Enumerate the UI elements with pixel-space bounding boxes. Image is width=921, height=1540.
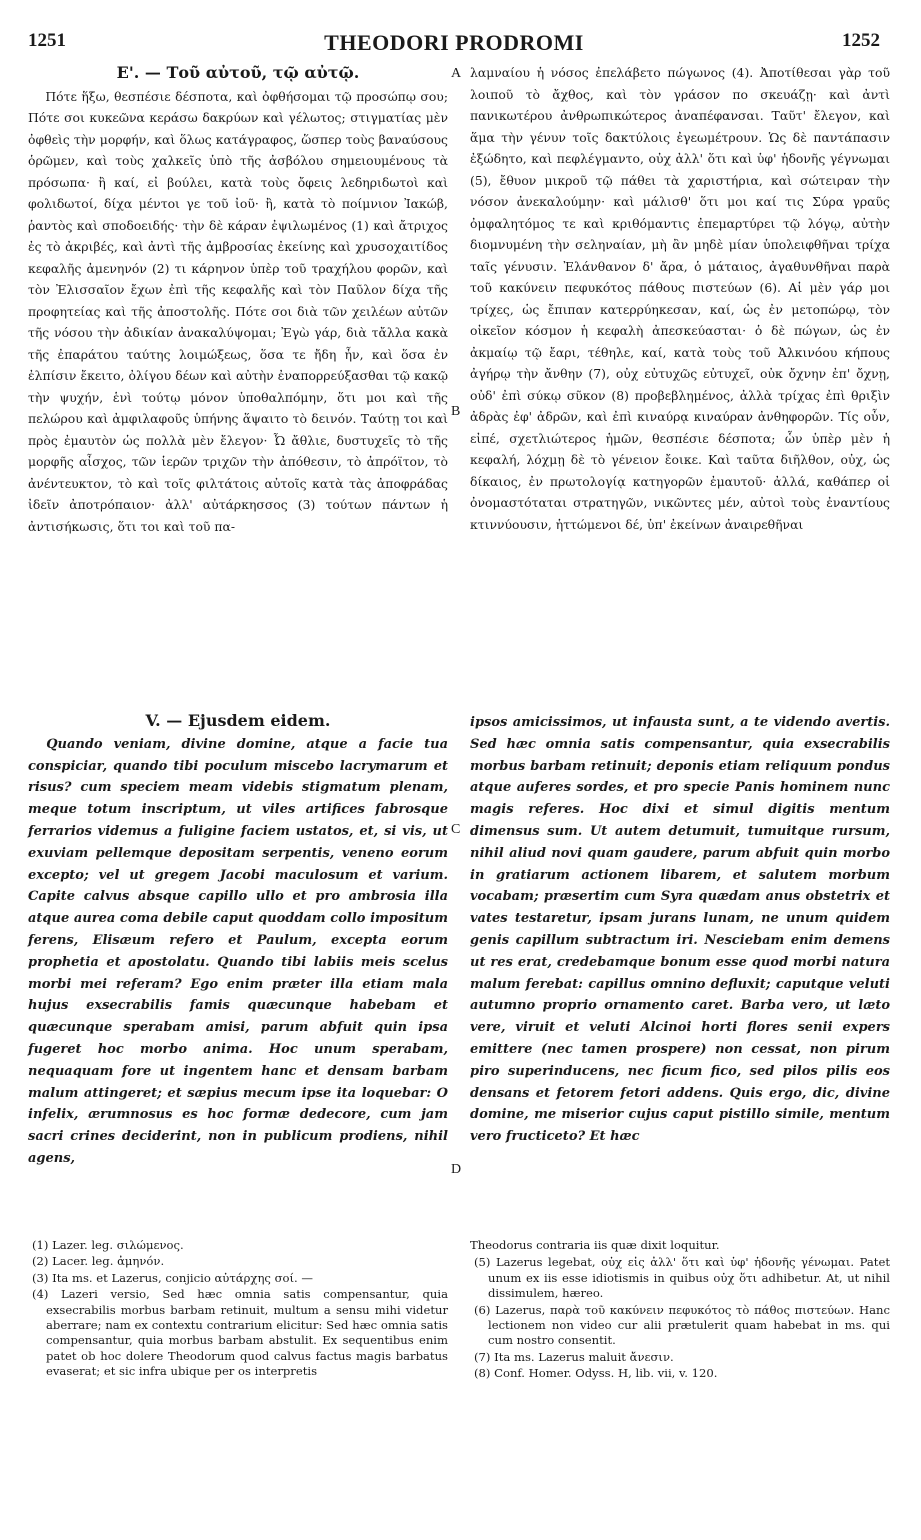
footnotes-left: [28, 1238, 448, 1381]
greek-column-right: [470, 62, 890, 535]
page-number-left: 1251: [28, 30, 66, 51]
latin-paragraph-right: [470, 712, 890, 1148]
footnote: (2) Lacer. leg. ἀμηνόν.: [32, 1254, 165, 1269]
page-number-right: 1252: [842, 30, 880, 51]
greek-text-left: Πότε ἥξω, θεσπέσιε δέσποτα, καὶ ὀφθήσομαι τῷ προσώπῳ σου; Πότε σοι κυκεῶνα κεράσω δακρύων καὶ γέλωτος; στιγματίας μὲν ὀφθεὶς τὴν μορφήν, καὶ ὅλως κατάγραφος, ὥσπερ τοὺς βαναύσους ὁρῶμεν, καὶ τοὺς χαλκεῖς ὑπὸ τῆς ἀσβόλου σημειουμένους τὰ πρόσωπα· ἢ καί, εἰ βούλει, κατὰ τοὺς ὄφεις λεδηριδωτοὶ καὶ φολιδωτοί, δίχα μέντοι γε τοῦ ἰοῦ· ἢ, κατὰ τὸ ποίμνιον Ἰακώβ, ῥαντὸς καὶ σποδοειδής· τὴν δὲ κάραν ἐψιλωμένος (1) καὶ ἄτριχος ἐς τὸ ἀκριβές, καὶ ἀντὶ τῆς ἀμβροσίας ἐκείνης καὶ χρυσοχαιτίδος κεφαλῆς ἀμενηνόν (2) τι κάρηνον ὑπὲρ τοῦ τραχήλου φορῶν, καὶ τὸν Ἐλισσαῖον ἔχων ἐπὶ τῆς κεφαλῆς καὶ τὸν Παῦλον δίχα τῆς προφητείας καὶ τῆς ἀποστολῆς. Πότε σοι διὰ τῶν χειλέων αὐτῶν τῆς νόσου τὴν ἀδικίαν ἀνακαλύψομαι; Ἐγὼ γάρ, διὰ τἄλλα κακὰ τῆς ἐπαράτου ταύτης λοιμώξεως, ὅσα τε ἤδη ἦν, καὶ ὅσα ἐν ἐλπίσιν ἔκειτο, ὀλίγου δέων καὶ αὐτὴν ἐναπορρεύξασθαι τῷ κακῷ τὴν ψυχήν, ἑνὶ τούτῳ μόνον ὑποθαλπόμην, ὅτι μοι καὶ τῆς πελώρου καὶ ἀμφιλαφοῦς ὑπήνης ἅψαιτο τὸ δεινόν. Ταύτῃ τοι καὶ πρὸς ἐμαυτὸν ὡς πολλὰ μὲν ἔλεγον· Ὦ ἄθλιε, δυστυχεῖς τὸ τῆς μορφῆς αἶσχος, τῶν ἱερῶν τριχῶν τὴν ἀπόθεσιν, τὸ ἀπρόϊτον, τὸ ἀνέντευκτον, τὸ καὶ τοῖς φιλτάτοις αὐτοῖς κατὰ τὰς ἀποφράδας ἰδεῖν ἀποτρόπαιον· ἀλλ' αὐτάρκησσος (3) τούτων πάντων ἡ ἀντισήκωσις, ὅτι τοι καὶ τοῦ πα-: [28, 88, 448, 534]
latin-column-left: [28, 710, 448, 1170]
running-title: THEODORI PRODROMI: [324, 30, 584, 55]
margin-marker-b: B: [451, 404, 461, 419]
footnote: (3) Ita ms. et Lazerus, conjicio αὐτάρχης σοί. —: [32, 1270, 313, 1285]
margin-marker-a: A: [451, 66, 462, 81]
footnotes-right: [470, 1238, 890, 1383]
footnote: (4) Lazeri versio, Sed hæc omnia satis compensantur, quia exsecrabilis morbus barbam retinuit, multum a sensu mihi videtur aberrare; nam ex contextu contrarium elicitur: Sed hæc omnia satis compensantur, quia morbus barbam abstulit. Ex sequentibus enim patet ob hoc dolere Theodorum quod calvus factus magis barbatus evaserat; et sic infra ubique per os interpretis: [32, 1287, 448, 1379]
greek-section-heading: Ε'. — Τοῦ αὐτοῦ, τῷ αὐτῷ.: [116, 63, 360, 82]
greek-column-left: [28, 62, 448, 537]
greek-paragraph-right: [470, 62, 890, 535]
footnote: (8) Conf. Homer. Odyss. H, lib. vii, v. 120.: [474, 1366, 718, 1381]
latin-text-right: ipsos amicissimos, ut infausta sunt, a te videndo avertis. Sed hæc omnia satis compensantur, quia exsecrabilis morbus barbam retinuit; deponis etiam reliquum pondus atque auferes sordes, et pro specie Panis hominem nunc magis referes. Hoc dixi et simul digitis mentum dimensus sum. Ut autem detumuit, tumuitque rursum, nihil aliud novi quam gaudere, parum abfuit quin morbo in gratiarum actionem libarem, et salutem morbum vocabam; præsertim cum Syra quædam anus obstetrix et vates testaretur, ipsam jurans lunam, ne unum quidem genis capillum subtractum iri. Nesciebam enim demens ut res erat, credebamque bonum esse quod morbi natura malum ferebat: capillus omnino defluxit; caputque veluti autumno proprio ornamento caret. Barba vero, ut læto vere, viruit et veluti Alcinoi horti flores senii expers emittere (nec tamen prospere) non cessat, non pirum piro superinducens, nec ficum fico, sed pilos pilis eos densans et fetorem fetori addens. Quis ergo, dic, divine domine, me miserior cujus caput pistillo simile, mentum vero fructiceto? Et hæc: [470, 715, 890, 1145]
footnote: (1) Lazer. leg. σιλώμενος.: [32, 1238, 184, 1252]
margin-marker-d: D: [451, 1162, 462, 1177]
footnote-continuation: Theodorus contraria iis quæ dixit loquitur.: [470, 1238, 720, 1252]
greek-text-right: λαμναίου ἡ νόσος ἐπελάβετο πώγωνος (4). Ἀποτίθεσαι γὰρ τοῦ λοιποῦ τὸ ἄχθος, καὶ τὸν γράσον πο σκευάζῃ· καὶ ἀντὶ πανικωτέρου ἀνθρωπικώτερος ἀναπέφανσαι. Ταῦτ' ἔλεγον, καὶ ἅμα τὴν γένυν τοῖς δακτύλοις ἐγεωμέτρουν. Ὡς δὲ παντάπασιν ἐξώδητο, καὶ πεφλέγμαντο, οὐχ ἀλλ' ὅτι καὶ ὑφ' ἡδονῆς γέγνωμαι (5), ἔθυον μικροῦ τῷ πάθει τὰ χαριστήρια, καὶ σώτειραν τὴν νόσον ἀνεκαλούμην· καὶ μάλισθ' ὅτι μοι καί τις Σύρα γραῦς ὀμφαλητόμος τε καὶ κριθόμαντις ἐπεμαρτύρει τῷ λόγῳ, αὐτὴν διομνυμένη τὴν σεληναίαν, μὴ ἂν μηδὲ μίαν ὑπολειφθῆναι τρίχα ταῖς γένυσιν. Ἐλάνθανον δ' ἄρα, ὁ μάταιος, ἀγαθυνθῆναι παρὰ τοῦ κακύνειν πεφυκότος πάθους πιστεύων (6). Αἱ μὲν γάρ μοι τρίχες, ὡς ἔπιπαν κατερρύηκεσαν, καί, ὡς ἐν μετοπώρῳ, τὸν οἰκεῖον κόσμον ἡ κεφαλὴ ἀπεσκεύασται· ὁ δὲ πώγων, ὡς ἐν ἀκμαίῳ τῷ ἔαρι, τέθηλε, καί, κατὰ τοὺς τοῦ Ἀλκινόου κήπους ἀγήρῳ τὴν ἄνθην (7), οὐχ εὐτυχῶς εὐτυχεῖ, οὐκ ὄχνην ἐπ' ὄχνῃ, οὐδ' ἐπὶ σύκῳ σῦκον (8) προβεβλημένος, ἀλλὰ τρίχας ἐπὶ θριξὶν ἀδρὰς ἐφ' ἀδρῶν, καὶ ἐπὶ κιναύρᾳ κιναύραν ἀνθηφορῶν. Τίς οὖν, εἰπέ, σχετλιώτερος ἡμῶν, θεσπέσιε δέσποτα; ὧν ὑπὲρ μὲν ἡ κεφαλή, λόχμῃ δὲ τὸ γένειον ἔοικε. Καὶ ταῦτα διῆλθον, οὐχ, ὡς δίκαιος, ἐν πρωτολογίᾳ κατηγορῶν ἐμαυτοῦ· ἀλλά, καθάπερ οἱ ὀνομαστόταται στρατηγῶν, νικῶντες μέν, αὐτοὶ τοὺς ἐναντίους κτιννύουσιν, ἡττώμενοι δέ, ὑπ' ἐκείνων ἀναιρεθῆναι: [470, 65, 890, 532]
running-header: [28, 30, 880, 60]
latin-column-right: [470, 712, 890, 1148]
greek-paragraph-left: [28, 86, 448, 538]
footnote: (6) Lazerus, παρὰ τοῦ κακύνειν πεφυκότος τὸ πάθος πιστεύων. Hanc lectionem non video cur alii prætulerit quam habebat in ms. qui cum nostro consentit.: [474, 1302, 890, 1348]
latin-text-left: Quando veniam, divine domine, atque a facie tua conspiciar, quando tibi poculum miscebo lacrymarum et risus? cum speciem meam videbis stigmatum plenam, meque totum inscriptum, ut viles artifices fabrosque ferrarios videmus a fuligine faciem ustatos, et, si vis, ut exuviam pellemque depositam serpentis, veneno eorum excepto; vel ut gregem Jacobi maculosum et varium. Capite calvus absque capillo ullo et pro ambrosia illa atque aurea coma debile caput quoddam collo impositum ferens, Elisæum refero et Paulum, excepta eorum prophetia et apostolatu. Quando tibi labiis meis scelus morbi mei referam? Ego enim præter illa etiam mala hujus exsecrabilis famis quæcunque habebam et quæcunque sperabam amisi, parum abfuit quin ipsa fugeret hoc morbo anima. Hoc unum sperabam, nequaquam fore ut ingentem hanc et densam barbam malum attingeret; et sæpius mecum ipse ita loquebar: O infelix, ærumnosus es hoc formæ dedecore, cum jam sacri crines deciderint, non in publicum prodiens, nihil agens,: [28, 736, 448, 1166]
footnote: (5) Lazerus legebat, οὐχ εἰς ἀλλ' ὅτι καὶ ὑφ' ἡδονῆς γένωμαι. Patet unum ex iis esse idiotismis in quibus οὐχ ὅτι adhibetur. At, ut nihil dissimulem, hæreo.: [474, 1255, 890, 1301]
footnote: (7) Ita ms. Lazerus maluit ἄνεσιν.: [474, 1349, 674, 1364]
margin-marker-c: C: [451, 822, 461, 837]
latin-section-heading: V. — Ejusdem eidem.: [145, 711, 331, 730]
latin-paragraph-left: [28, 734, 448, 1170]
